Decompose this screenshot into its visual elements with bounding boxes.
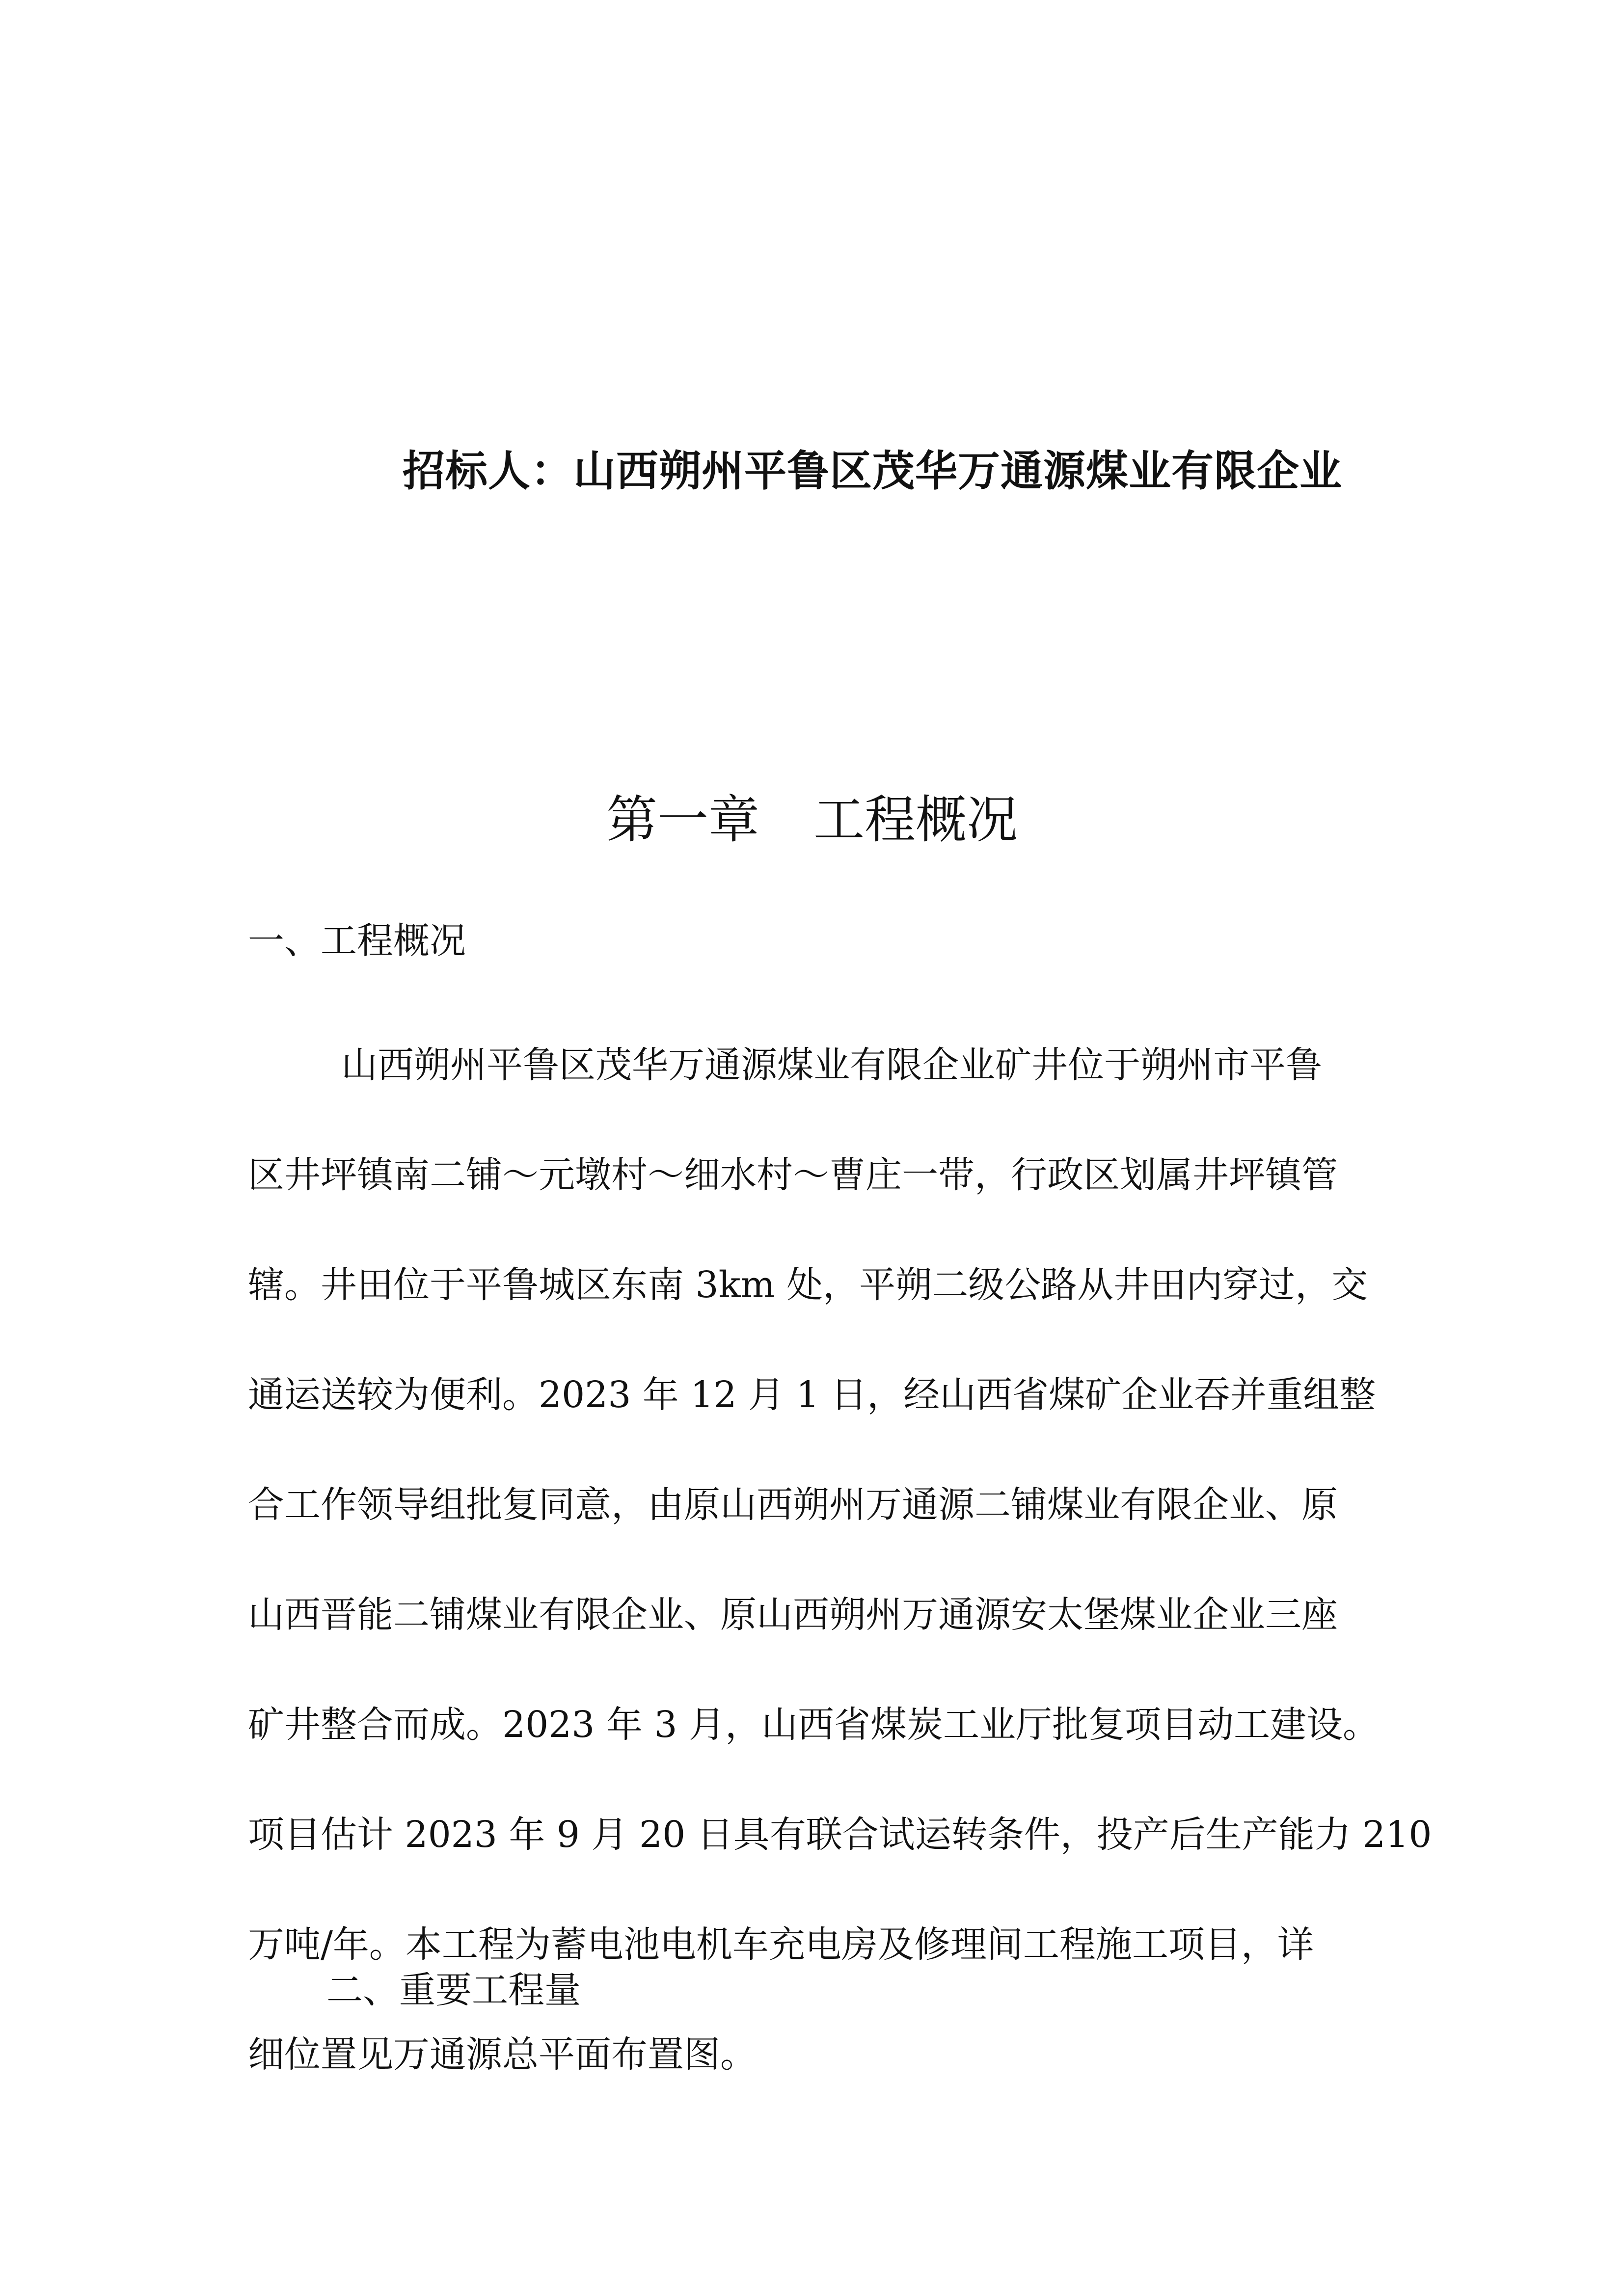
paragraph-line: 通运送较为便利。2023 年 12 月 1 日，经山西省煤矿企业吞并重组整 (248, 1374, 1376, 1416)
paragraph-line: 山西朔州平鲁区茂华万通源煤业有限企业矿井位于朔州市平鲁 (341, 1044, 1322, 1086)
section-heading-overview: 一、工程概况 (248, 920, 466, 962)
paragraph-line: 万吨/年。本工程为蓄电池电机车充电房及修理间工程施工项目，详 (248, 1923, 1314, 1966)
paragraph-line: 矿井整合而成。2023 年 3 月，山西省煤炭工业厅批复项目动工建设。 (248, 1704, 1379, 1746)
paragraph-line: 项目估计 2023 年 9 月 20 日具有联合试运转条件，投产后生产能力 210 (248, 1814, 1432, 1856)
chapter-name: 工程概况 (813, 790, 1018, 850)
paragraph-line: 细位置见万通源总平面布置图。 (248, 2033, 757, 2076)
chapter-title (0, 785, 1624, 854)
chapter-number: 第一章 (606, 790, 759, 850)
section-heading-quantities: 二、重要工程量 (326, 1969, 581, 2011)
issuer-line: 招标人：山西朔州平鲁区茂华万通源煤业有限企业 (403, 446, 1342, 496)
paragraph-line: 辖。井田位于平鲁城区东南 3km 处，平朔二级公路从井田内穿过，交 (248, 1264, 1368, 1306)
paragraph-line: 区井坪镇南二铺～元墩村～细水村～曹庄一带，行政区划属井坪镇管 (248, 1154, 1338, 1196)
paragraph-line: 山西晋能二铺煤业有限企业、原山西朔州万通源安太堡煤业企业三座 (248, 1594, 1338, 1636)
paragraph-line: 合工作领导组批复同意，由原山西朔州万通源二铺煤业有限企业、原 (248, 1484, 1338, 1526)
